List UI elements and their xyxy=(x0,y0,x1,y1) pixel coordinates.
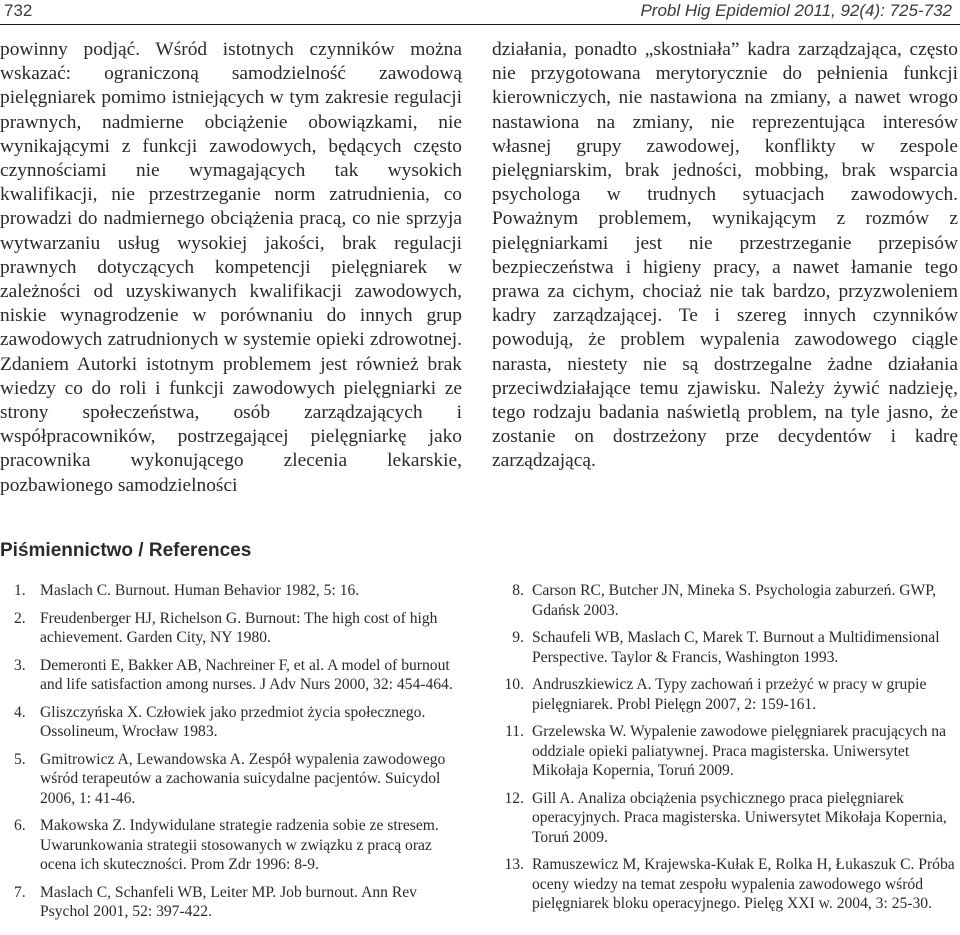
reference-number: 10. xyxy=(504,676,524,693)
reference-item xyxy=(0,656,462,695)
reference-number: 6. xyxy=(14,817,26,834)
reference-number: 2. xyxy=(14,609,26,627)
reference-number: 3. xyxy=(14,656,26,674)
reference-text: Gill A. Analiza obciążenia psychicznego praca pielęgniarek operacyjnych. Praca magisterska. Uniwersytet Mikołaja Kopernia, Toruń 2009. xyxy=(532,789,947,846)
reference-number: 5. xyxy=(14,750,26,768)
body-column-right xyxy=(492,38,958,474)
reference-text: Demeronti E, Bakker AB, Nachreiner F, et al. A model of burnout and life satisfaction among nurses. J Adv Nurs 2000, 32: 454-464. xyxy=(40,656,453,693)
reference-number: 1. xyxy=(14,582,26,599)
reference-number: 9. xyxy=(512,629,524,646)
reference-item xyxy=(0,609,462,648)
reference-number: 8. xyxy=(512,582,524,599)
reference-text: Maslach C. Burnout. Human Behavior 1982, 5: 16. xyxy=(40,582,360,599)
reference-item xyxy=(0,816,462,875)
reference-item xyxy=(0,750,462,809)
reference-item xyxy=(492,789,958,848)
header-rule xyxy=(0,24,960,25)
journal-citation: Probl Hig Epidemiol 2011, 92(4): 725-732 xyxy=(640,1,952,20)
page-header xyxy=(0,0,960,34)
reference-text: Grzelewska W. Wypalenie zawodowe pielęgniarek pracujących na oddziale opieki paliatywnej. Praca magisterska. Uniwersytet Mikołaja Kopernia, Toruń 2009. xyxy=(532,723,946,779)
reference-item xyxy=(0,703,462,742)
reference-text: Ramuszewicz M, Krajewska-Kułak E, Rolka H, Łukaszuk C. Próba oceny wiedzy na temat zespołu wypalenia zawodowego wśród pielęgniarek bloku operacyjnego. Pielęg XXI w. 2004, 3: 25-30. xyxy=(532,856,955,912)
references-list-right xyxy=(492,581,958,922)
reference-text: Andruszkiewicz A. Typy zachowań i przeżyć w pracy w grupie pielęgniarek. Probl Pielęgn 2007, 2: 159-161. xyxy=(532,676,927,713)
reference-number: 7. xyxy=(14,883,26,901)
reference-item xyxy=(492,722,958,781)
references-heading: Piśmiennictwo / References xyxy=(0,540,252,561)
reference-item xyxy=(492,581,958,620)
page-number: 732 xyxy=(4,1,33,20)
reference-number: 11. xyxy=(505,723,524,740)
reference-number: 4. xyxy=(14,703,26,721)
reference-text: Carson RC, Butcher JN, Mineka S. Psychologia zaburzeń. GWP, Gdańsk 2003. xyxy=(532,582,937,619)
reference-item xyxy=(0,883,462,922)
reference-text: Makowska Z. Indywidulane strategie radzenia sobie ze stresem. Uwarunkowania strategii stosowanych w związku z pracą oraz ocena ich skuteczności. Prom Zdr 1996: 8-9. xyxy=(40,817,439,873)
reference-number: 13. xyxy=(504,856,524,873)
reference-item xyxy=(492,675,958,714)
body-paragraph-right: działania, ponadto „skostniała” kadra zarządzająca, często nie przygotowana merytorycznie do pełnienia funkcji kierowniczych, nie nastawiona na zmiany, a nawet wrogo nastawiona na zmiany, nie reprezentująca interesów własnej grupy zawodowej, konflikty w zespole pielęgniarskim, brak jedności, mobbing, brak wsparcia psychologa w trudnych sytuacjach zawodowych. Poważnym problemem, wynikającym z rozmów z pielęgniarkami jest nie przestrzeganie przepisów bezpieczeństwa i higieny pracy, a nawet łamanie tego prawa za cichym, chociaż nie tak bardzo, przyzwoleniem kadry zarządzającej. Te i szereg innych czynników powodują, że problem wypalenia zawodowego ciągle narasta, niestety nie są dostrzegalne żadne działania przeciwdziałające temu zjawisku. Należy żywić nadzieję, tego rodzaju badania naświetlą problem, na tyle jasno, że zostanie on dostrzeżony prze decydentów i kadrę zarządzającą. xyxy=(492,39,958,472)
reference-number: 12. xyxy=(504,789,524,807)
reference-text: Gliszczyńska X. Człowiek jako przedmiot życia społecznego. Ossolineum, Wrocław 1983. xyxy=(40,703,426,740)
reference-text: Freudenberger HJ, Richelson G. Burnout: The high cost of high achievement. Garden City, NY 1980. xyxy=(40,609,438,646)
reference-text: Schaufeli WB, Maslach C, Marek T. Burnout a Multidimensional Perspective. Taylor & Francis, Washington 1993. xyxy=(532,629,940,666)
reference-text: Maslach C, Schanfeli WB, Leiter MP. Job burnout. Ann Rev Psychol 2001, 52: 397-422. xyxy=(40,883,417,920)
reference-item xyxy=(492,628,958,667)
body-paragraph-left: powinny podjąć. Wśród istotnych czynników można wskazać: ograniczoną samodzielność zawodową pielęgniarek pomimo istniejących w tym zakresie regulacji prawnych, nadmierne obciążenie obowiązkami, nie wynikającymi z funkcji zawodowych, będących często czynnościami nie wymagających tak wysokich kwalifikacji, nie przestrzeganie norm zatrudnienia, co prowadzi do nadmiernego obciążenia pracą, co nie sprzyja wytwarzaniu usług wysokiej jakości, brak regulacji prawnych dotyczących kompetencji pielęgniarek w zależności od uzyskiwanych kwalifikacji zawodowych, niskie wynagrodzenie w porównaniu do innych grup zawodowych zatrudnionych w systemie opieki zdrowotnej. Zdaniem Autorki istotnym problemem jest również brak wiedzy co do roli i funkcji zawodowych pielęgniarki ze strony społeczeństwa, osób zarządzających i współpracowników, postrzegającej pielęgniarkę jako pracownika wykonującego zlecenia lekarskie, pozbawionego samodzielności xyxy=(0,39,462,496)
references-list-left xyxy=(0,581,462,930)
reference-item xyxy=(0,581,462,601)
reference-item xyxy=(492,855,958,914)
body-column-left xyxy=(0,38,462,498)
reference-text: Gmitrowicz A, Lewandowska A. Zespół wypalenia zawodowego wśród terapeutów a zachowania suicydalne pacjentów. Suicydol 2006, 1: 41-46. xyxy=(40,750,446,807)
